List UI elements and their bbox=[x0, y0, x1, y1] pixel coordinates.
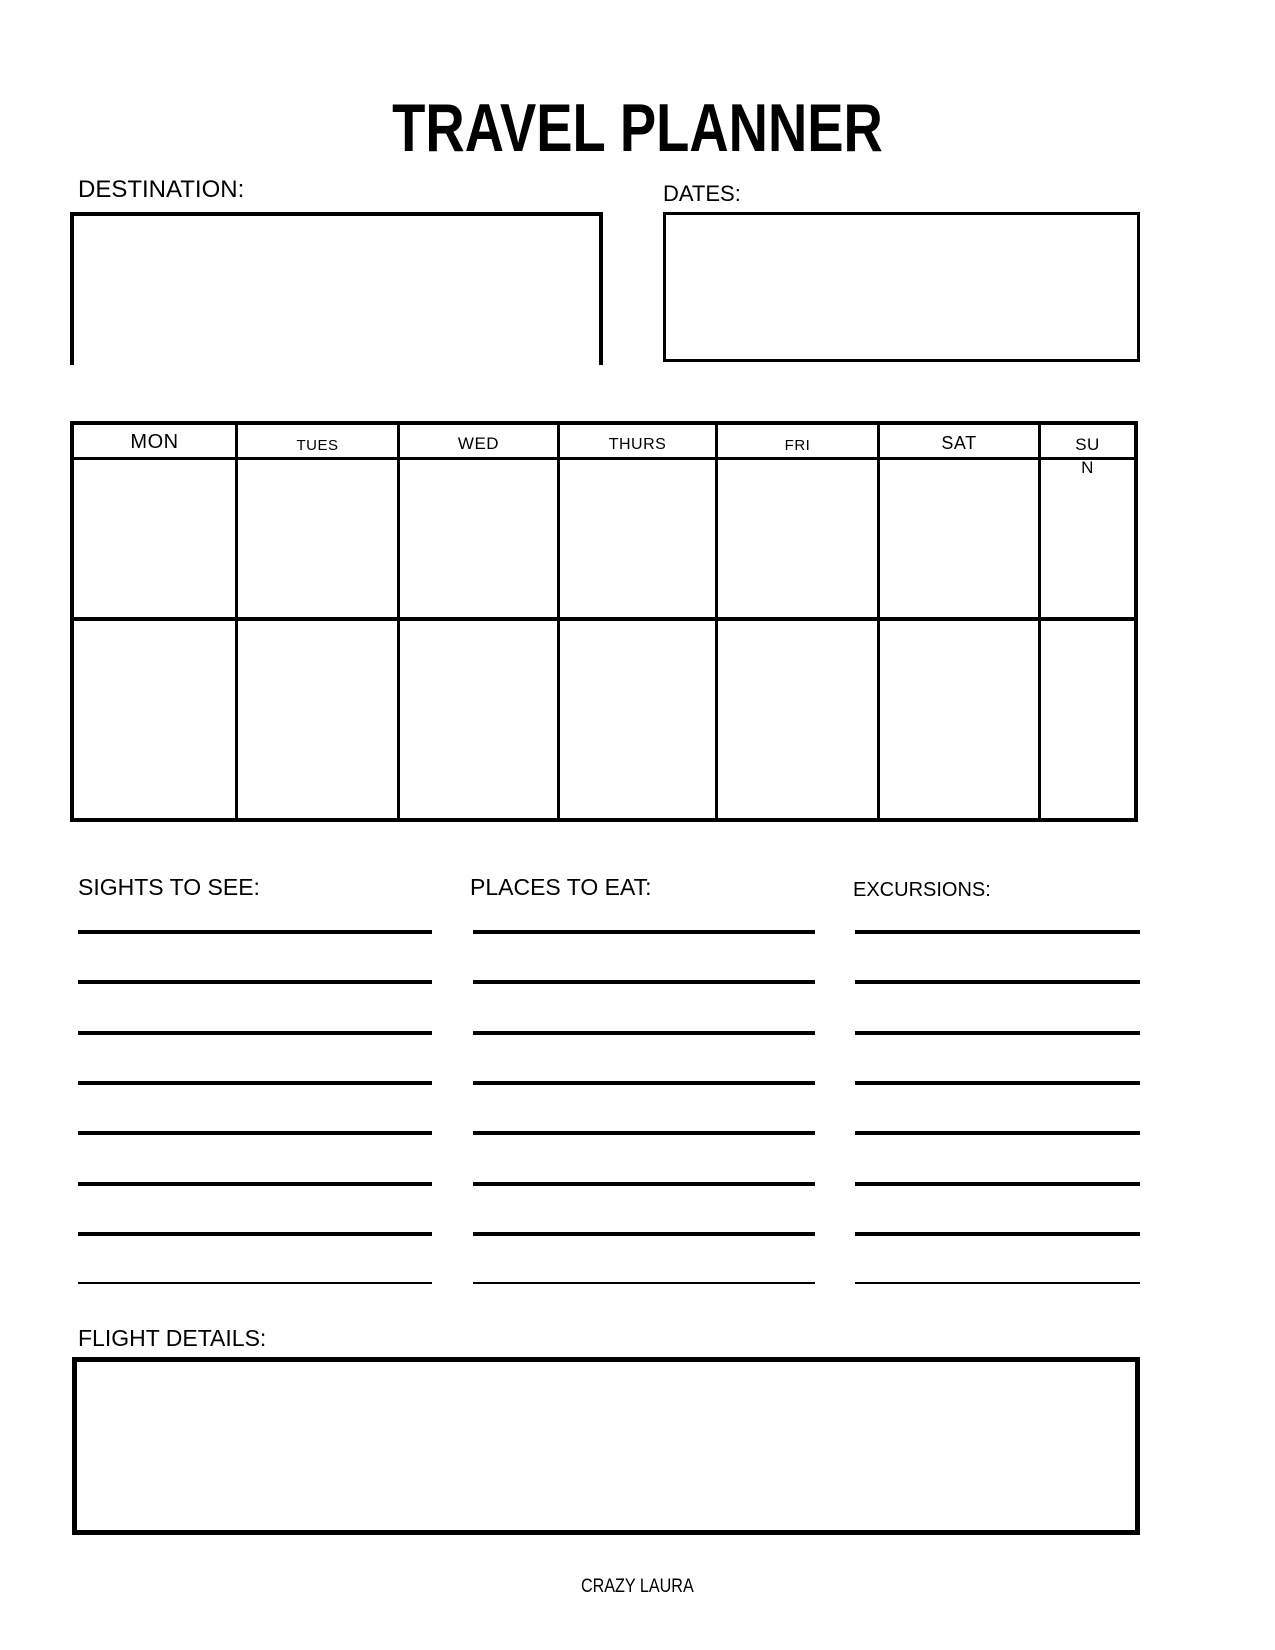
week-cell-row1-tues[interactable] bbox=[238, 460, 400, 621]
blank-line[interactable] bbox=[855, 930, 1140, 934]
day-header-tues bbox=[238, 425, 400, 460]
week-cell-row2-thurs[interactable] bbox=[560, 621, 718, 818]
day-header-sun bbox=[1041, 425, 1134, 477]
page-title: TRAVEL PLANNER bbox=[392, 90, 883, 166]
week-table bbox=[70, 421, 1138, 822]
blank-line[interactable] bbox=[473, 1031, 815, 1035]
flight-details-input-box[interactable] bbox=[72, 1357, 1140, 1535]
blank-line[interactable] bbox=[78, 1131, 432, 1135]
blank-line[interactable] bbox=[473, 980, 815, 984]
week-cell-row1-mon[interactable] bbox=[74, 460, 238, 621]
dates-input-box[interactable] bbox=[663, 212, 1140, 362]
blank-line[interactable] bbox=[78, 1182, 432, 1186]
blank-line[interactable] bbox=[473, 1232, 815, 1236]
blank-line[interactable] bbox=[855, 1081, 1140, 1085]
day-header-label: TUES bbox=[296, 437, 339, 454]
blank-line[interactable] bbox=[473, 1131, 815, 1135]
blank-line[interactable] bbox=[855, 1131, 1140, 1135]
day-header-sat bbox=[880, 425, 1041, 460]
sights-to-see-label: SIGHTS TO SEE: bbox=[78, 874, 260, 900]
week-cell-row2-mon[interactable] bbox=[74, 621, 238, 818]
blank-line[interactable] bbox=[855, 1232, 1140, 1236]
day-header-mon bbox=[74, 425, 238, 460]
destination-input-box[interactable] bbox=[70, 212, 603, 365]
excursions-label: EXCURSIONS: bbox=[853, 879, 991, 901]
blank-line[interactable] bbox=[473, 1282, 815, 1284]
blank-line[interactable] bbox=[78, 1081, 432, 1085]
blank-line[interactable] bbox=[473, 1182, 815, 1186]
day-header-label: THURS bbox=[608, 436, 667, 453]
day-header-label: SUN bbox=[1075, 435, 1100, 477]
places-lines-column bbox=[473, 930, 815, 1310]
blank-line[interactable] bbox=[473, 930, 815, 934]
week-cell-row1-sat[interactable] bbox=[880, 460, 1041, 621]
blank-line[interactable] bbox=[78, 1282, 432, 1284]
excursions-lines-column bbox=[855, 930, 1140, 1310]
day-header-label: WED bbox=[457, 434, 500, 453]
day-header-label: FRI bbox=[784, 437, 811, 454]
blank-line[interactable] bbox=[855, 1282, 1140, 1284]
week-cell-row2-sat[interactable] bbox=[880, 621, 1041, 818]
blank-line[interactable] bbox=[473, 1081, 815, 1085]
blank-line[interactable] bbox=[78, 1031, 432, 1035]
destination-label: DESTINATION: bbox=[78, 176, 245, 203]
flight-details-label: FLIGHT DETAILS: bbox=[78, 1325, 267, 1351]
day-header-fri bbox=[718, 425, 880, 460]
blank-line[interactable] bbox=[78, 980, 432, 984]
blank-line[interactable] bbox=[78, 930, 432, 934]
week-cell-row1-sun[interactable] bbox=[1041, 460, 1134, 621]
blank-line[interactable] bbox=[855, 1031, 1140, 1035]
week-cell-row2-fri[interactable] bbox=[718, 621, 880, 818]
blank-line[interactable] bbox=[855, 980, 1140, 984]
brand-text: CRAZY LAURA bbox=[581, 1576, 694, 1597]
blank-line[interactable] bbox=[78, 1232, 432, 1236]
blank-line[interactable] bbox=[855, 1182, 1140, 1186]
footer bbox=[0, 1576, 1275, 1598]
week-cell-row1-wed[interactable] bbox=[400, 460, 560, 621]
day-header-label: MON bbox=[130, 431, 179, 453]
week-cell-row1-thurs[interactable] bbox=[560, 460, 718, 621]
dates-label: DATES: bbox=[663, 181, 741, 206]
day-header-thurs bbox=[560, 425, 718, 460]
week-cell-row2-wed[interactable] bbox=[400, 621, 560, 818]
week-cell-row2-sun[interactable] bbox=[1041, 621, 1134, 818]
week-cell-row1-fri[interactable] bbox=[718, 460, 880, 621]
sights-lines-column bbox=[78, 930, 432, 1310]
day-header-wed bbox=[400, 425, 560, 460]
places-to-eat-label: PLACES TO EAT: bbox=[470, 874, 652, 900]
day-header-label: SAT bbox=[941, 433, 977, 453]
week-cell-row2-tues[interactable] bbox=[238, 621, 400, 818]
